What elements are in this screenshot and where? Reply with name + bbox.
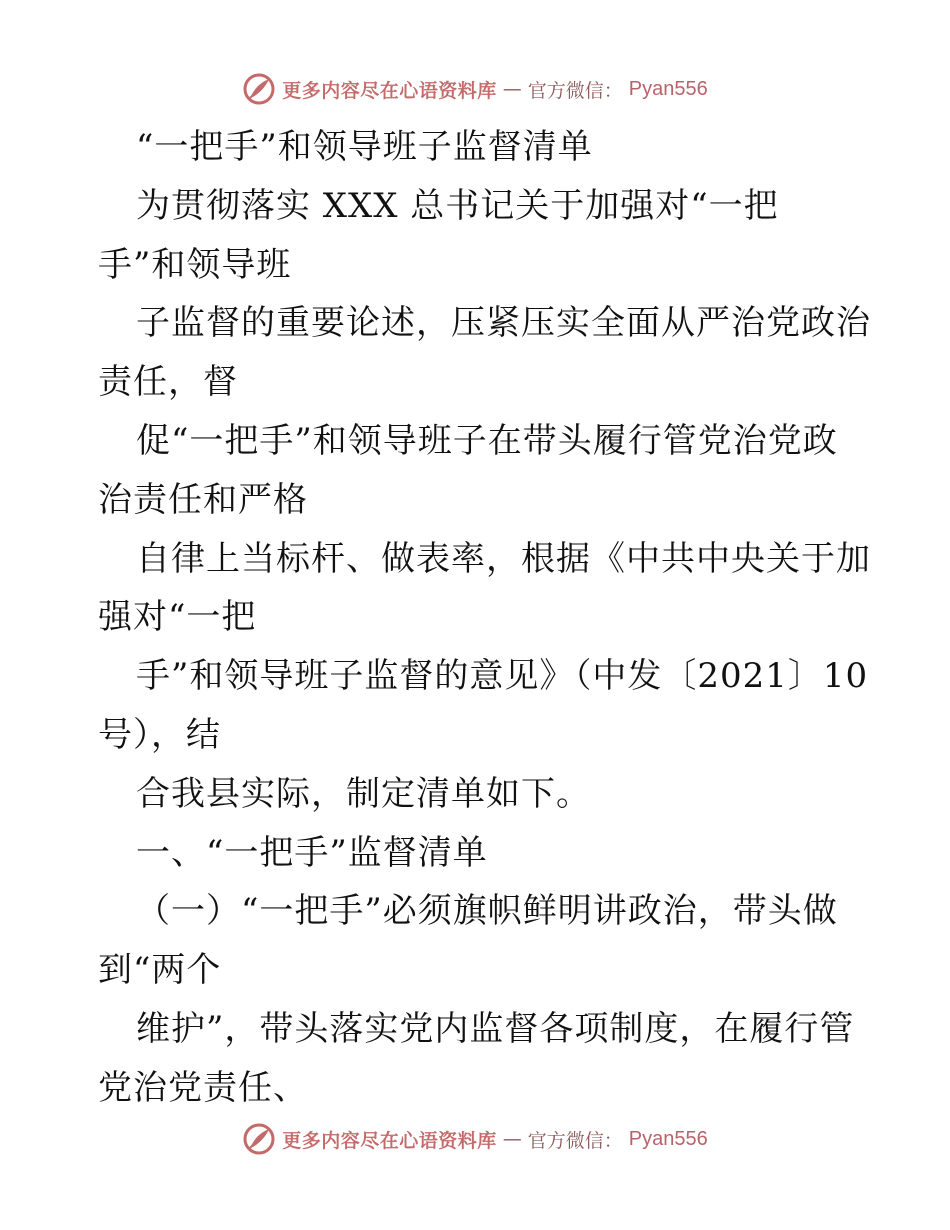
text-line: 促“一把手”和领导班子在带头履行管党治党政 [136,420,838,461]
text-line: 手”和领导班子监督的意见》（中发〔2021〕10 [136,656,869,697]
text-line: 维护”，带头落实党内监督各项制度，在履行管 [136,1008,855,1049]
text-line: （一）“一把手”必须旗帜鲜明讲政治，带头做 [136,891,838,932]
text-line: 到“两个 [98,950,222,991]
text-line: 子监督的重要论述，压紧压实全面从严治党政治 [136,303,871,344]
text-line: 自律上当标杆、做表率，根据《中共中央关于加 [136,538,871,579]
watermark-wechat-label: 官方微信： [527,79,623,102]
document-body [98,118,871,1118]
watermark-wechat-label: 官方微信： [527,1129,623,1152]
text-line: 党治党责任、 [98,1067,308,1108]
watermark-dash: — [502,78,522,100]
text-line: 责任，督 [98,362,238,403]
watermark-wechat-id: Pyan556 [628,1127,708,1150]
text-line: 治责任和严格 [98,479,308,520]
text-line: 合我县实际，制定清单如下。 [136,773,591,814]
watermark-header [0,72,950,106]
text-line: 号），结 [98,714,221,755]
document-title: “一把手”和领导班子监督清单 [136,127,593,167]
text-line: 强对“一把 [98,597,257,638]
watermark-main-text: 更多内容尽在心语资料库 [282,79,497,102]
feather-logo-icon [242,72,276,106]
text-line: 手”和领导班 [98,244,292,285]
watermark-main-text: 更多内容尽在心语资料库 [282,1129,497,1152]
watermark-footer [0,1122,950,1156]
watermark-dash: — [502,1128,522,1150]
text-line: 为贯彻落实 XXX 总书记关于加强对“一把 [136,185,779,226]
watermark-wechat-id: Pyan556 [628,77,708,100]
section-heading: 一、“一把手”监督清单 [136,832,488,873]
feather-logo-icon [242,1122,276,1156]
